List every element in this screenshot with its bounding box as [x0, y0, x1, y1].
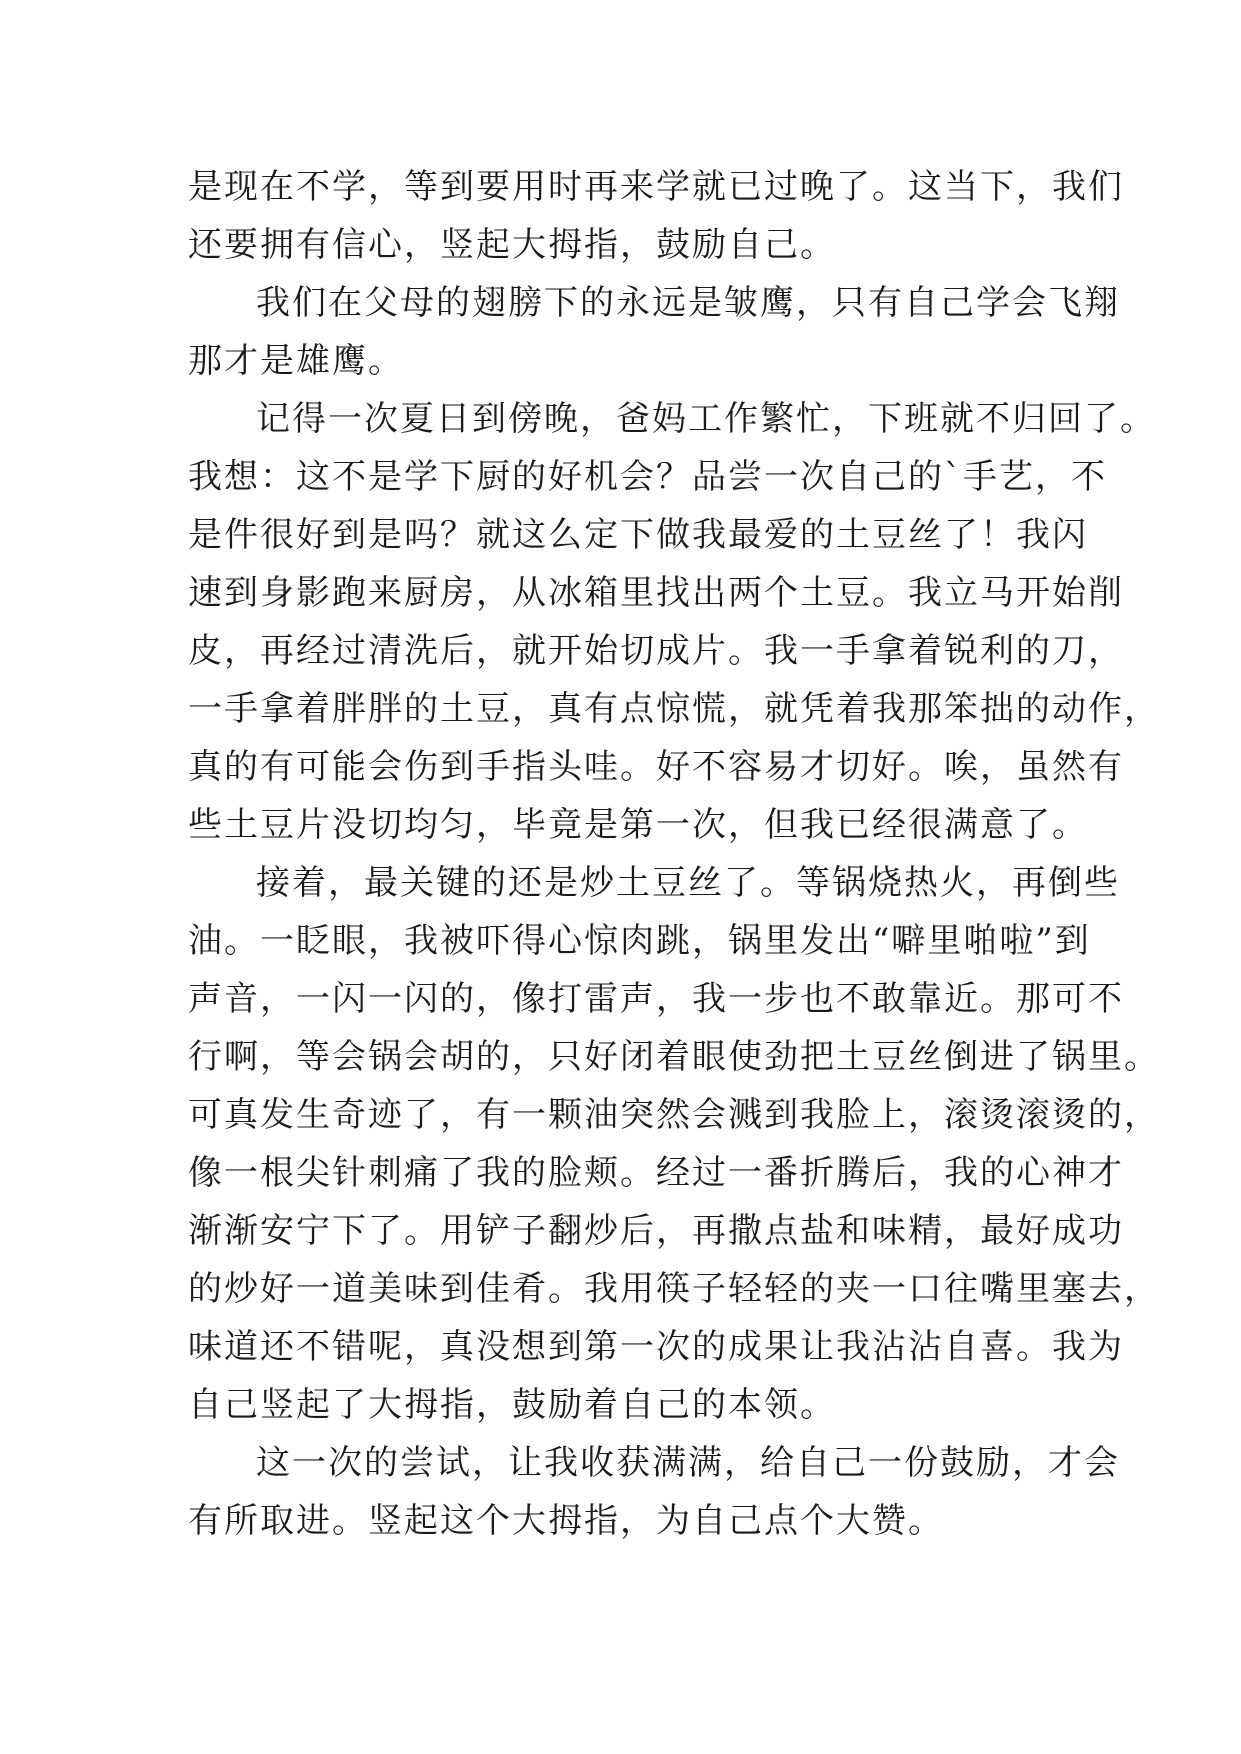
text-line: 皮，再经过清洗后，就开始切成片。我一手拿着锐利的刀，: [188, 631, 1124, 671]
text-line: 还要拥有信心，竖起大拇指，鼓励自己。: [188, 225, 836, 265]
paragraph-first-line: 接着，最关键的还是炒土豆丝了。等锅烧热火，再倒些: [256, 863, 1120, 903]
text-line: 声音，一闪一闪的，像打雷声，我一步也不敢靠近。那可不: [188, 979, 1124, 1019]
text-line: 油。一眨眼，我被吓得心惊肉跳，锅里发出“噼里啪啦”到: [188, 921, 1091, 961]
text-line: 的炒好一道美味到佳肴。我用筷子轻轻的夹一口往嘴里塞去，: [188, 1269, 1160, 1309]
text-line: 那才是雄鹰。: [188, 341, 404, 381]
text-line: 是现在不学，等到要用时再来学就已过晚了。这当下，我们: [188, 167, 1124, 207]
text-line: 些土豆片没切均匀，毕竟是第一次，但我已经很满意了。: [188, 805, 1088, 845]
text-line: 有所取进。竖起这个大拇指，为自己点个大赞。: [188, 1501, 944, 1541]
text-line: 可真发生奇迹了，有一颗油突然会溅到我脸上，滚烫滚烫的，: [188, 1095, 1160, 1135]
essay-body: [188, 158, 1160, 1550]
text-line: 味道还不错呢，真没想到第一次的成果让我沾沾自喜。我为: [188, 1327, 1124, 1367]
paragraph-first-line: 我们在父母的翅膀下的永远是皱鹰，只有自己学会飞翔: [256, 283, 1120, 323]
paragraph-first-line: 这一次的尝试，让我收获满满，给自己一份鼓励，才会: [256, 1443, 1120, 1483]
text-line: 我想：这不是学下厨的好机会？品尝一次自己的`手艺，不: [188, 457, 1107, 497]
text-line: 行啊，等会锅会胡的，只好闭着眼使劲把土豆丝倒进了锅里。: [188, 1037, 1160, 1077]
text-line: 渐渐安宁下了。用铲子翻炒后，再撒点盐和味精，最好成功: [188, 1211, 1124, 1251]
text-line: 自己竖起了大拇指，鼓励着自己的本领。: [188, 1385, 836, 1425]
paragraph-first-line: 记得一次夏日到傍晚，爸妈工作繁忙，下班就不归回了。: [256, 399, 1156, 439]
text-line: 速到身影跑来厨房，从冰箱里找出两个土豆。我立马开始削: [188, 573, 1124, 613]
text-line: 真的有可能会伤到手指头哇。好不容易才切好。唉，虽然有: [188, 747, 1124, 787]
text-line: 一手拿着胖胖的土豆，真有点惊慌，就凭着我那笨拙的动作，: [188, 689, 1160, 729]
text-line: 像一根尖针刺痛了我的脸颊。经过一番折腾后，我的心神才: [188, 1153, 1124, 1193]
text-line: 是件很好到是吗？就这么定下做我最爱的土豆丝了！我闪: [188, 515, 1088, 555]
